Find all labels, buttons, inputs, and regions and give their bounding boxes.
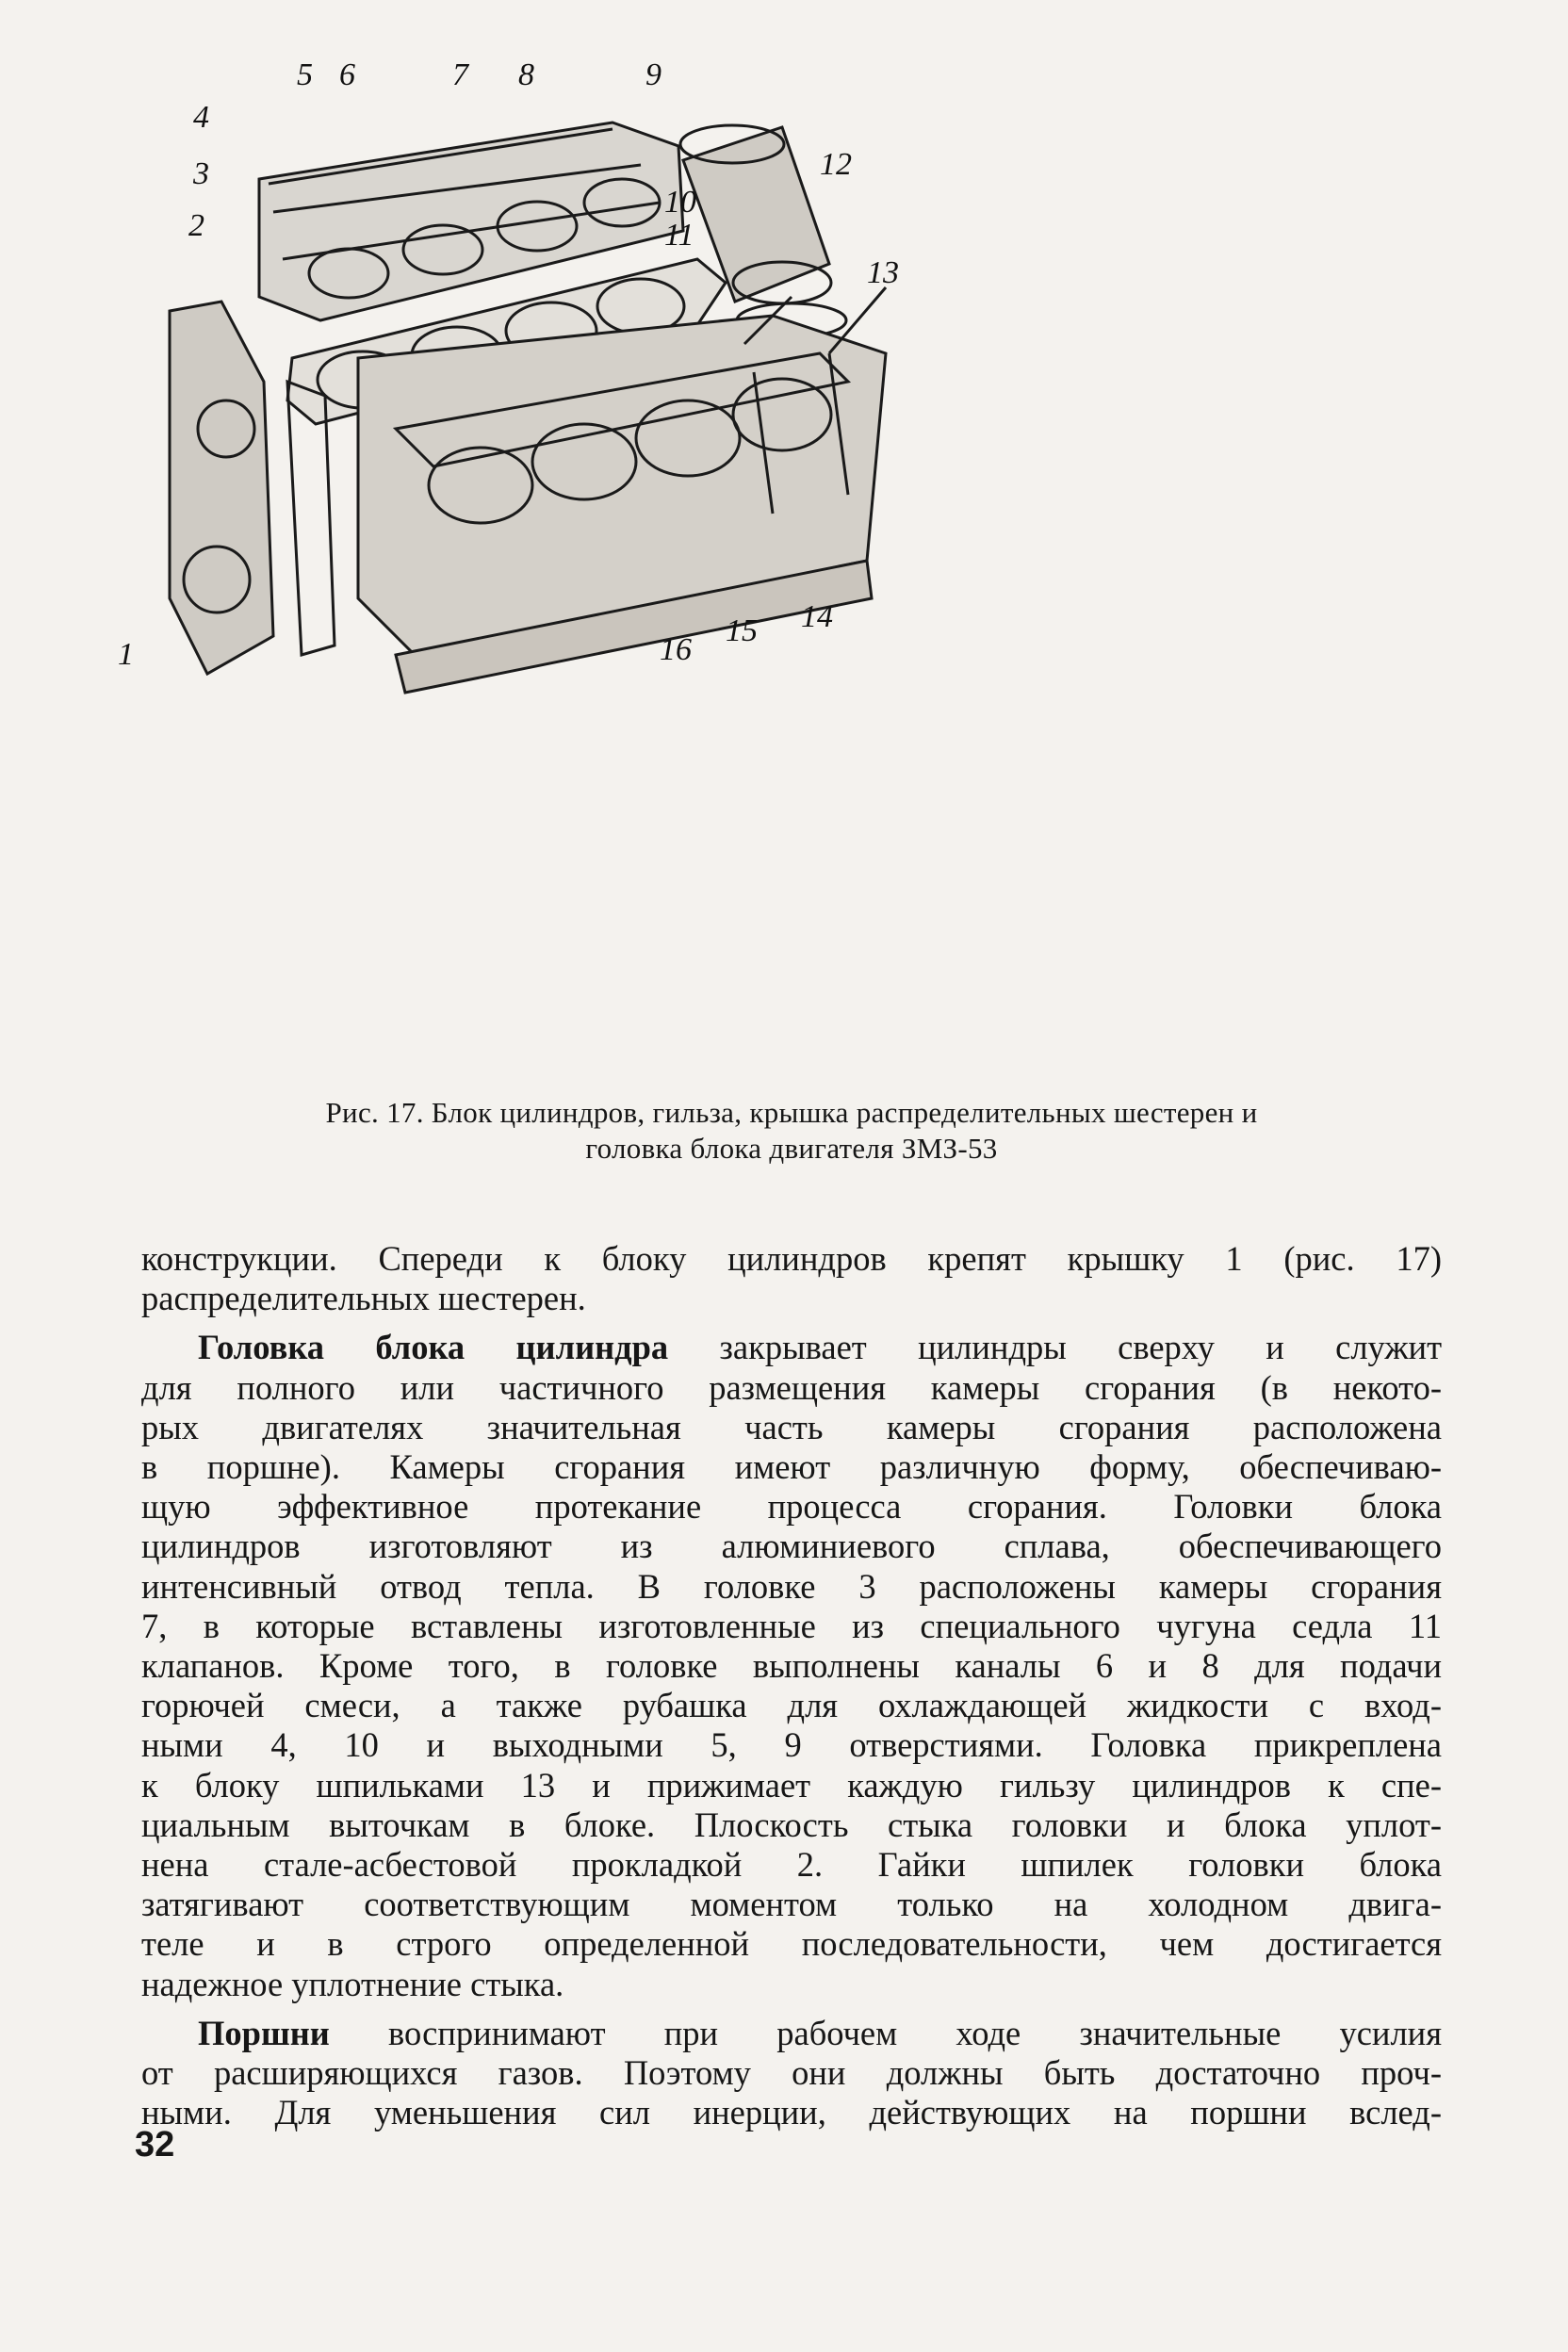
text-line: цилиндров изготовляют из алюминиевого сплава, обеспечивающего (141, 1527, 1442, 1566)
text-line: 7, в которые вставлены изготовленные из специального чугуна седла 11 (141, 1606, 1442, 1645)
callout-4: 4 (193, 100, 209, 135)
callout-9: 9 (645, 57, 662, 92)
text-line: нена стале-асбестовой прокладкой 2. Гайки шпилек головки блока (141, 1845, 1442, 1885)
engine-block-figure (118, 57, 1395, 1055)
caption-line-2: головка блока двигателя ЗМЗ-53 (585, 1132, 998, 1165)
figure-caption (141, 1095, 1442, 1167)
callout-2: 2 (188, 208, 204, 243)
text-line: распределительных шестерен. (141, 1279, 586, 1318)
text-line: щую эффективное протекание процесса сгорания. Головки блока (141, 1487, 1442, 1527)
text-line: клапанов. Кроме того, в головке выполнены каналы 6 и 8 для подачи (141, 1646, 1442, 1686)
paragraph-pistons (141, 2014, 1442, 2133)
text-line: циальным выточкам в блоке. Плоскость стыка головки и блока уплот- (141, 1805, 1442, 1844)
text-line: от расширяющихся газов. Поэтому они должны быть достаточно проч- (141, 2053, 1442, 2093)
text-line: ными. Для уменьшения сил инерции, действующих на поршни вслед- (141, 2093, 1442, 2132)
text-line: конструкции. Спереди к блоку цилиндров крепят крышку 1 (рис. 17) (141, 1239, 1442, 1278)
callout-16: 16 (660, 632, 692, 667)
text-fragment: воспринимают при рабочем ходе значительные усилия (388, 2013, 1443, 2052)
text-fragment: закрывает цилиндры сверху и служит (719, 1328, 1443, 1367)
callout-1: 1 (118, 637, 134, 672)
text-line: для полного или частичного размещения камеры сгорания (в некото- (141, 1367, 1442, 1407)
text-line (141, 2014, 1442, 2053)
body-text (141, 1239, 1442, 2142)
paragraph-cylinder-head (141, 1328, 1442, 2003)
text-line: теле и в строго определенной последовательности, чем достигается (141, 1924, 1442, 1964)
paragraph-continuation (141, 1239, 1442, 1318)
page-number: 32 (135, 2125, 175, 2164)
text-line: в поршне). Камеры сгорания имеют различную форму, обеспечиваю- (141, 1447, 1442, 1487)
text-line: рых двигателях значительная часть камеры сгорания расположена (141, 1407, 1442, 1446)
callout-3: 3 (193, 156, 209, 191)
callout-8: 8 (518, 57, 534, 92)
text-line: интенсивный отвод тепла. В головке 3 расположены камеры сгорания (141, 1566, 1442, 1606)
callout-11: 11 (664, 218, 694, 253)
callout-10: 10 (664, 185, 696, 220)
text-line: к блоку шпильками 13 и прижимает каждую гильзу цилиндров к спе- (141, 1765, 1442, 1805)
callout-15: 15 (726, 613, 758, 648)
term-pistons: Поршни (198, 2013, 330, 2052)
callout-14: 14 (801, 599, 833, 634)
text-line: ными 4, 10 и выходными 5, 9 отверстиями. Головка прикреплена (141, 1725, 1442, 1765)
engine-block-drawing (118, 57, 1395, 1055)
text-line: надежное уплотнение стыка. (141, 1964, 564, 2003)
text-line (141, 1328, 1442, 1367)
callout-7: 7 (452, 57, 468, 92)
text-line: горючей смеси, а также рубашка для охлаждающей жидкости с вход- (141, 1686, 1442, 1725)
callout-12: 12 (820, 147, 852, 182)
text-line: затягивают соответствующим моментом только на холодном двига- (141, 1885, 1442, 1924)
caption-line-1: Рис. 17. Блок цилиндров, гильза, крышка распределительных шестерен и (325, 1096, 1258, 1129)
callout-5: 5 (297, 57, 313, 92)
callout-13: 13 (867, 255, 899, 290)
term-cylinder-head: Головка блока цилиндра (198, 1328, 669, 1367)
callout-6: 6 (339, 57, 355, 92)
